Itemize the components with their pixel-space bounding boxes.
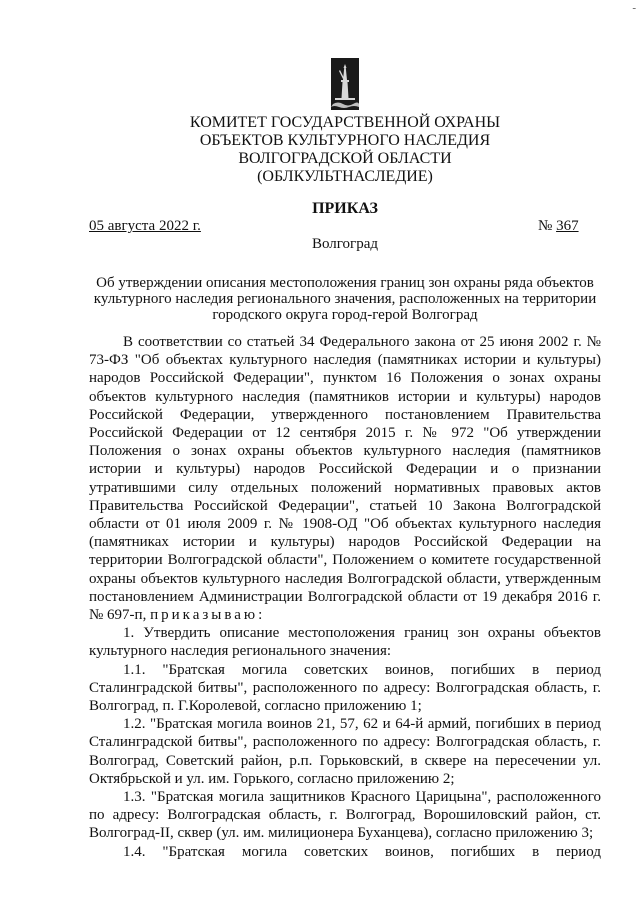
order-body <box>89 333 601 861</box>
order-subject <box>80 275 610 323</box>
preamble-text: В соответствии со статьей 34 Федерального закона от 25 июня 2002 г. № 73-ФЗ "Об объектах культурного наследия (памятниках истории и культуры) народов Российской Федерации", пунктом 16 Положения о зонах охраны объектов культурного наследия (памятников истории и культуры) народов Российской Федерации, утвержденного постановлением Правительства Российской Федерации от 12 сентября 2015 г. № 972 "Об утверждении Положения о зонах охраны объектов культурного наследия (памятников истории и культуры) народов Российской Федерации и о признании утратившими силу отдельных положений нормативных правовых актов Правительства Российской Федерации", статьей 10 Закона Волгоградской области от 01 июля 2009 г. № 1908-ОД "Об объектах культурного наследия (памятниках истории и культуры) народов Российской Федерации на территории Волгоградской области", Положением о комитете государственной охраны объектов культурного наследия Волгоградской области, утвержденным постановлением Администрации Волгоградской области от 19 декабря 2016 г. № 697-п, <box>89 334 601 624</box>
decree-word: приказываю: <box>150 607 266 624</box>
committee-header <box>0 114 640 186</box>
number-prefix: № <box>538 218 557 234</box>
preamble-paragraph <box>89 333 601 624</box>
header-line: (ОБЛКУЛЬТНАСЛЕДИЕ) <box>257 168 433 185</box>
header-line: ВОЛГОГРАДСКОЙ ОБЛАСТИ <box>238 150 452 167</box>
order-date: 05 августа 2022 г. <box>89 218 201 234</box>
volgograd-emblem-icon <box>331 58 359 110</box>
order-number <box>538 218 579 235</box>
subject-line: Об утверждении описания местоположения границ зон охраны ряда объектов <box>96 275 594 291</box>
order-city: Волгоград <box>311 236 378 252</box>
header-line: КОМИТЕТ ГОСУДАРСТВЕННОЙ ОХРАНЫ <box>189 114 501 131</box>
item-1-3: 1.3. "Братская могила защитников Красного Царицына", расположенного по адресу: Волгоградская область, г. Волгоград, Ворошиловский район, ст. Волгоград-II, сквер (ул. им. милиционера Буханцева), согласно приложению 3; <box>89 789 601 842</box>
item-1-1: 1.1. "Братская могила советских воинов, погибших в период Сталинградской битвы", расположенного по адресу: Волгоградская область, г. Волгоград, п. Г.Королевой, согласно приложению 1; <box>89 661 601 715</box>
number-value: 367 <box>556 218 579 234</box>
item-1: 1. Утвердить описание местоположения границ зон охраны объектов культурного наследия регионального значения: <box>89 625 601 660</box>
order-title: ПРИКАЗ <box>312 200 378 217</box>
item-1-2: 1.2. "Братская могила воинов 21, 57, 62 и 64-й армий, погибших в период Сталинградской битвы", расположенного по адресу: Волгоградская область, г. Волгоград, Советский район, р.п. Горьковский, в сквере на пересечении ул. Октябрьской и ул. им. Горького, согласно приложению 2; <box>89 716 601 787</box>
corner-mark: - <box>632 2 636 14</box>
subject-line: культурного наследия регионального значения, расположенных на территории <box>93 291 597 307</box>
subject-line: городского округа город-герой Волгоград <box>212 307 478 323</box>
item-1-4: 1.4. "Братская могила советских воинов, погибших в период <box>123 843 601 860</box>
header-line: ОБЪЕКТОВ КУЛЬТУРНОГО НАСЛЕДИЯ <box>199 132 491 149</box>
